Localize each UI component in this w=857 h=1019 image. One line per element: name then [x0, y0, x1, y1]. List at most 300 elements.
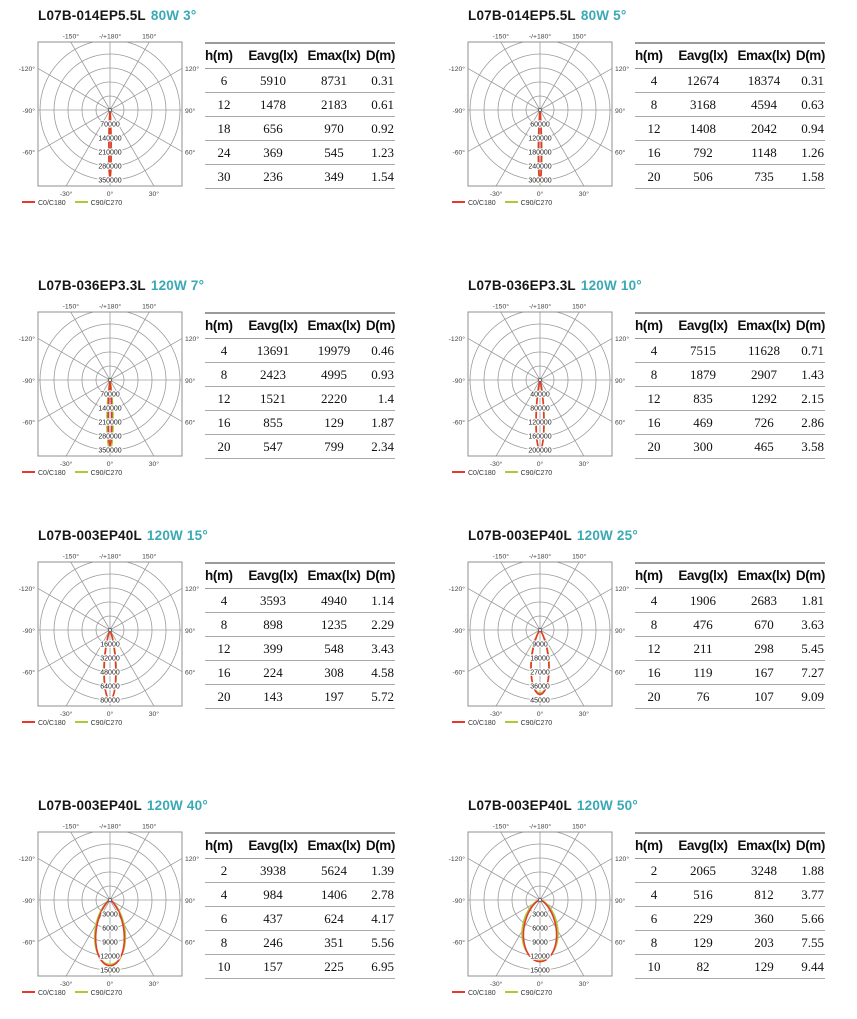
col-header-eavg: Eavg(lx) — [243, 313, 303, 339]
radial-tick-label: 18000 — [530, 655, 550, 663]
photometric-panel — [18, 798, 395, 1019]
illuminance-table-wrap — [205, 42, 395, 189]
table-cell: 5.66 — [795, 907, 825, 931]
radial-tick-label: 36000 — [530, 683, 550, 691]
table-row — [635, 685, 825, 709]
angle-label: -150° — [492, 33, 509, 41]
table-cell: 211 — [673, 637, 733, 661]
table-cell: 24 — [205, 141, 243, 165]
table-cell: 1.54 — [365, 165, 395, 189]
c90-legend-label: C90/C270 — [520, 990, 553, 997]
angle-label: -150° — [62, 823, 79, 831]
table-cell: 1235 — [303, 613, 365, 637]
col-header-emax: Emax(lx) — [733, 313, 795, 339]
table-cell: 8 — [635, 363, 673, 387]
photometric-panel — [18, 278, 395, 530]
angle-label: -120° — [18, 586, 35, 593]
wattage-beam-spec: 80W 3° — [150, 8, 197, 23]
photometric-panel — [448, 798, 825, 1019]
polar-grid — [18, 546, 218, 726]
table-row — [635, 883, 825, 907]
angle-label: 150° — [572, 823, 587, 831]
table-cell: 1.39 — [365, 859, 395, 883]
col-header-h: h(m) — [635, 313, 673, 339]
table-cell: 506 — [673, 165, 733, 189]
table-cell: 13691 — [243, 339, 303, 363]
radial-tick-label: 40000 — [530, 391, 550, 399]
angle-label: 120° — [185, 586, 200, 593]
table-row — [205, 411, 395, 435]
angle-label: 30° — [148, 461, 160, 468]
table-cell: 167 — [733, 661, 795, 685]
table-cell: 12 — [635, 387, 673, 411]
table-cell: 0.61 — [365, 93, 395, 117]
chart-frame — [468, 312, 612, 456]
c90-c270-curve — [107, 380, 113, 450]
angle-label: -/+180° — [98, 823, 122, 831]
table-cell: 516 — [673, 883, 733, 907]
c90-c270-curve — [536, 380, 544, 449]
c0-line-swatch — [22, 471, 35, 473]
table-cell: 229 — [673, 907, 733, 931]
table-cell: 735 — [733, 165, 795, 189]
col-header-d: D(m) — [795, 833, 825, 859]
angle-label: 0° — [536, 981, 544, 988]
table-cell: 3.43 — [365, 637, 395, 661]
table-cell: 16 — [205, 411, 243, 435]
c90-line-swatch — [75, 991, 88, 993]
col-header-emax: Emax(lx) — [303, 43, 365, 69]
model-name: L07B-036EP3.3L — [38, 278, 146, 293]
table-row — [635, 661, 825, 685]
table-row — [635, 93, 825, 117]
c0-line-swatch — [22, 721, 35, 723]
table-cell: 0.92 — [365, 117, 395, 141]
radial-tick-label: 240000 — [528, 163, 552, 171]
table-cell: 5910 — [243, 69, 303, 93]
angle-label: 150° — [572, 303, 587, 311]
beam-curves — [109, 110, 112, 180]
table-cell: 1.87 — [365, 411, 395, 435]
c90-c270-curve — [104, 630, 117, 699]
table-cell: 5.45 — [795, 637, 825, 661]
table-cell: 1.88 — [795, 859, 825, 883]
radial-tick-label: 48000 — [100, 669, 120, 677]
table-cell: 8 — [205, 363, 243, 387]
angle-label: -60° — [22, 419, 35, 427]
angle-label: 120° — [615, 586, 630, 593]
c0-line-swatch — [452, 471, 465, 473]
wattage-beam-spec: 120W 7° — [150, 278, 205, 293]
luminaire-center-marker — [108, 108, 111, 111]
table-cell: 20 — [205, 685, 243, 709]
angle-label: -/+180° — [528, 33, 552, 41]
radial-tick-label: 15000 — [100, 967, 120, 975]
table-cell: 2183 — [303, 93, 365, 117]
angle-label: -60° — [22, 939, 35, 947]
table-row — [205, 613, 395, 637]
table-cell: 157 — [243, 955, 303, 979]
table-cell: 1.58 — [795, 165, 825, 189]
table-header-row — [635, 563, 825, 589]
c0-legend-label: C0/C180 — [38, 470, 66, 477]
table-cell: 5.72 — [365, 685, 395, 709]
angle-label: -90° — [22, 897, 35, 905]
radial-tick-label: 27000 — [530, 669, 550, 677]
table-row — [205, 165, 395, 189]
angle-label: -30° — [59, 461, 73, 468]
angle-label: -60° — [452, 669, 465, 677]
col-header-eavg: Eavg(lx) — [673, 313, 733, 339]
angle-label: -90° — [452, 107, 465, 115]
illuminance-table — [205, 562, 395, 709]
col-header-emax: Emax(lx) — [733, 833, 795, 859]
angle-label: -120° — [448, 66, 465, 73]
table-row — [635, 69, 825, 93]
polar-distribution-diagram — [18, 296, 218, 476]
chart-legend — [452, 720, 561, 727]
radial-tick-label: 70000 — [100, 121, 120, 129]
angle-label: -/+180° — [98, 33, 122, 41]
col-header-emax: Emax(lx) — [303, 563, 365, 589]
table-cell: 2.78 — [365, 883, 395, 907]
angle-label: -30° — [59, 191, 73, 198]
table-cell: 8 — [635, 613, 673, 637]
illuminance-table-wrap — [205, 312, 395, 459]
table-row — [635, 141, 825, 165]
table-cell: 1.4 — [365, 387, 395, 411]
table-row — [635, 339, 825, 363]
illuminance-table-wrap — [635, 312, 825, 459]
angle-label: -90° — [22, 377, 35, 385]
table-cell: 0.71 — [795, 339, 825, 363]
c90-c270-curve — [538, 110, 542, 184]
panel-title — [38, 278, 204, 293]
c0-c180-curve — [104, 630, 116, 700]
angle-label: -60° — [22, 149, 35, 157]
model-name: L07B-003EP40L — [468, 798, 572, 813]
table-header-row — [635, 833, 825, 859]
table-row — [635, 931, 825, 955]
table-row — [205, 93, 395, 117]
chart-legend — [452, 200, 561, 207]
radial-tick-label: 3000 — [532, 911, 548, 919]
table-row — [205, 883, 395, 907]
angle-label: 120° — [615, 336, 630, 343]
beam-curves — [107, 380, 113, 450]
angle-label: -150° — [62, 553, 79, 561]
table-cell: 4.17 — [365, 907, 395, 931]
radial-tick-label: 120000 — [528, 419, 552, 427]
angle-label: 30° — [578, 191, 590, 198]
illuminance-table — [205, 832, 395, 979]
panel-title — [468, 798, 638, 813]
angle-label: 120° — [185, 66, 200, 73]
panel-title — [468, 8, 626, 23]
table-cell: 5.56 — [365, 931, 395, 955]
table-cell: 246 — [243, 931, 303, 955]
angle-label: 150° — [142, 553, 157, 561]
table-cell: 20 — [205, 435, 243, 459]
table-cell: 7.27 — [795, 661, 825, 685]
table-cell: 30 — [205, 165, 243, 189]
table-cell: 6 — [205, 69, 243, 93]
angle-label: -90° — [22, 627, 35, 635]
table-cell: 1879 — [673, 363, 733, 387]
angle-label: 150° — [572, 33, 587, 41]
table-cell: 3938 — [243, 859, 303, 883]
table-cell: 984 — [243, 883, 303, 907]
angle-label: -30° — [489, 191, 503, 198]
table-cell: 2220 — [303, 387, 365, 411]
table-row — [635, 435, 825, 459]
angle-label: 90° — [615, 627, 626, 635]
table-cell: 7515 — [673, 339, 733, 363]
table-row — [635, 637, 825, 661]
angle-label: 150° — [142, 823, 157, 831]
radial-tick-label: 120000 — [528, 135, 552, 143]
table-cell: 225 — [303, 955, 365, 979]
luminaire-center-marker — [108, 378, 111, 381]
table-row — [635, 387, 825, 411]
table-cell: 2.29 — [365, 613, 395, 637]
angle-label: 60° — [615, 149, 626, 157]
table-cell: 20 — [635, 435, 673, 459]
polar-distribution-diagram — [448, 26, 648, 206]
c90-line-swatch — [505, 991, 518, 993]
wattage-beam-spec: 120W 40° — [146, 798, 208, 813]
radial-tick-label: 160000 — [528, 433, 552, 441]
col-header-eavg: Eavg(lx) — [243, 563, 303, 589]
table-cell: 4 — [635, 883, 673, 907]
c0-legend-label: C0/C180 — [468, 720, 496, 727]
table-cell: 1406 — [303, 883, 365, 907]
angle-label: 0° — [106, 711, 114, 718]
radial-tick-label: 32000 — [100, 655, 120, 663]
table-cell: 0.31 — [795, 69, 825, 93]
table-cell: 799 — [303, 435, 365, 459]
col-header-emax: Emax(lx) — [303, 313, 365, 339]
angle-label: 30° — [148, 981, 160, 988]
table-row — [205, 931, 395, 955]
table-cell: 3.77 — [795, 883, 825, 907]
table-cell: 970 — [303, 117, 365, 141]
radial-tick-label: 70000 — [100, 391, 120, 399]
table-cell: 0.46 — [365, 339, 395, 363]
table-cell: 792 — [673, 141, 733, 165]
c0-c180-curve — [523, 900, 556, 961]
table-cell: 10 — [205, 955, 243, 979]
polar-distribution-diagram — [18, 546, 218, 726]
angle-label: -60° — [452, 419, 465, 427]
photometric-panel — [448, 278, 825, 530]
col-header-h: h(m) — [635, 43, 673, 69]
table-cell: 548 — [303, 637, 365, 661]
table-cell: 4940 — [303, 589, 365, 613]
table-row — [635, 117, 825, 141]
radial-tick-label: 350000 — [98, 177, 122, 185]
table-cell: 360 — [733, 907, 795, 931]
illuminance-table-wrap — [635, 562, 825, 709]
table-cell: 2.15 — [795, 387, 825, 411]
table-row — [205, 435, 395, 459]
panel-title — [38, 8, 196, 23]
table-header-row — [205, 563, 395, 589]
table-cell: 18 — [205, 117, 243, 141]
radial-tick-label: 80000 — [530, 405, 550, 413]
table-cell: 465 — [733, 435, 795, 459]
table-cell: 2 — [635, 859, 673, 883]
c90-line-swatch — [75, 471, 88, 473]
table-cell: 16 — [205, 661, 243, 685]
table-header-row — [635, 43, 825, 69]
col-header-d: D(m) — [365, 833, 395, 859]
angle-label: 90° — [185, 897, 196, 905]
table-cell: 1148 — [733, 141, 795, 165]
table-row — [635, 955, 825, 979]
radial-tick-label: 350000 — [98, 447, 122, 455]
chart-frame — [38, 312, 182, 456]
table-cell: 4 — [635, 589, 673, 613]
angle-label: 0° — [106, 461, 114, 468]
angle-label: 60° — [185, 419, 196, 427]
c0-c180-curve — [109, 110, 111, 180]
col-header-h: h(m) — [205, 313, 243, 339]
table-row — [205, 955, 395, 979]
table-cell: 8 — [635, 93, 673, 117]
table-cell: 9.09 — [795, 685, 825, 709]
table-cell: 469 — [673, 411, 733, 435]
illuminance-table — [635, 42, 825, 189]
table-cell: 236 — [243, 165, 303, 189]
panel-title — [468, 528, 638, 543]
wattage-beam-spec: 120W 10° — [580, 278, 642, 293]
radial-tick-label: 210000 — [98, 149, 122, 157]
angle-label: 90° — [615, 377, 626, 385]
table-cell: 6 — [635, 907, 673, 931]
table-cell: 8 — [635, 931, 673, 955]
table-cell: 812 — [733, 883, 795, 907]
radial-tick-label: 6000 — [532, 925, 548, 933]
col-header-d: D(m) — [365, 563, 395, 589]
radial-tick-label: 300000 — [528, 177, 552, 185]
table-cell: 5624 — [303, 859, 365, 883]
c90-line-swatch — [75, 201, 88, 203]
chart-frame — [468, 562, 612, 706]
table-cell: 1408 — [673, 117, 733, 141]
radial-tick-label: 280000 — [98, 433, 122, 441]
c0-legend-label: C0/C180 — [38, 200, 66, 207]
table-cell: 12 — [635, 117, 673, 141]
polar-grid — [448, 546, 648, 726]
c0-c180-curve — [538, 110, 541, 181]
c0-line-swatch — [452, 721, 465, 723]
table-cell: 16 — [635, 411, 673, 435]
table-cell: 8731 — [303, 69, 365, 93]
model-name: L07B-036EP3.3L — [468, 278, 576, 293]
wattage-beam-spec: 120W 25° — [576, 528, 638, 543]
table-row — [635, 613, 825, 637]
col-header-eavg: Eavg(lx) — [673, 563, 733, 589]
table-row — [205, 339, 395, 363]
polar-grid — [18, 816, 218, 996]
table-cell: 1.23 — [365, 141, 395, 165]
polar-grid — [18, 296, 218, 476]
angle-label: 90° — [615, 107, 626, 115]
photometric-panel — [18, 528, 395, 780]
radial-tick-label: 3000 — [102, 911, 118, 919]
angle-label: 150° — [572, 553, 587, 561]
table-cell: 197 — [303, 685, 365, 709]
c90-line-swatch — [505, 471, 518, 473]
table-cell: 1521 — [243, 387, 303, 411]
c90-c270-curve — [95, 900, 126, 964]
table-row — [205, 141, 395, 165]
c90-legend-label: C90/C270 — [520, 200, 553, 207]
table-cell: 3.58 — [795, 435, 825, 459]
table-cell: 129 — [303, 411, 365, 435]
angle-label: 60° — [185, 939, 196, 947]
angle-label: 90° — [615, 897, 626, 905]
angle-label: 150° — [142, 33, 157, 41]
illuminance-table-wrap — [635, 42, 825, 189]
radial-tick-label: 80000 — [100, 697, 120, 705]
angle-label: -/+180° — [528, 303, 552, 311]
table-row — [635, 165, 825, 189]
table-cell: 82 — [673, 955, 733, 979]
table-cell: 298 — [733, 637, 795, 661]
chart-legend — [22, 720, 131, 727]
polar-distribution-diagram — [18, 816, 218, 996]
table-cell: 1292 — [733, 387, 795, 411]
angle-label: 30° — [578, 981, 590, 988]
table-cell: 437 — [243, 907, 303, 931]
table-cell: 1.81 — [795, 589, 825, 613]
chart-legend — [22, 470, 131, 477]
illuminance-table-wrap — [205, 832, 395, 979]
angle-label: -30° — [489, 711, 503, 718]
table-cell: 2683 — [733, 589, 795, 613]
chart-frame — [38, 42, 182, 186]
table-row — [205, 117, 395, 141]
table-cell: 2423 — [243, 363, 303, 387]
angle-label: -120° — [448, 586, 465, 593]
chart-legend — [22, 990, 131, 997]
angle-label: -60° — [22, 669, 35, 677]
chart-frame — [38, 562, 182, 706]
table-cell: 726 — [733, 411, 795, 435]
table-header-row — [205, 313, 395, 339]
table-cell: 12 — [635, 637, 673, 661]
luminaire-center-marker — [538, 628, 541, 631]
table-cell: 11628 — [733, 339, 795, 363]
radial-tick-label: 9000 — [532, 939, 548, 947]
c0-c180-curve — [108, 380, 112, 446]
col-header-emax: Emax(lx) — [733, 43, 795, 69]
angle-label: 60° — [615, 939, 626, 947]
angle-label: 0° — [106, 981, 114, 988]
illuminance-table — [635, 832, 825, 979]
angle-label: -120° — [18, 66, 35, 73]
table-row — [205, 637, 395, 661]
table-row — [205, 69, 395, 93]
radial-tick-label: 12000 — [100, 953, 120, 961]
angle-label: 90° — [185, 377, 196, 385]
angle-label: -/+180° — [98, 303, 122, 311]
c0-legend-label: C0/C180 — [38, 990, 66, 997]
c90-legend-label: C90/C270 — [520, 470, 553, 477]
angle-label: 90° — [185, 107, 196, 115]
